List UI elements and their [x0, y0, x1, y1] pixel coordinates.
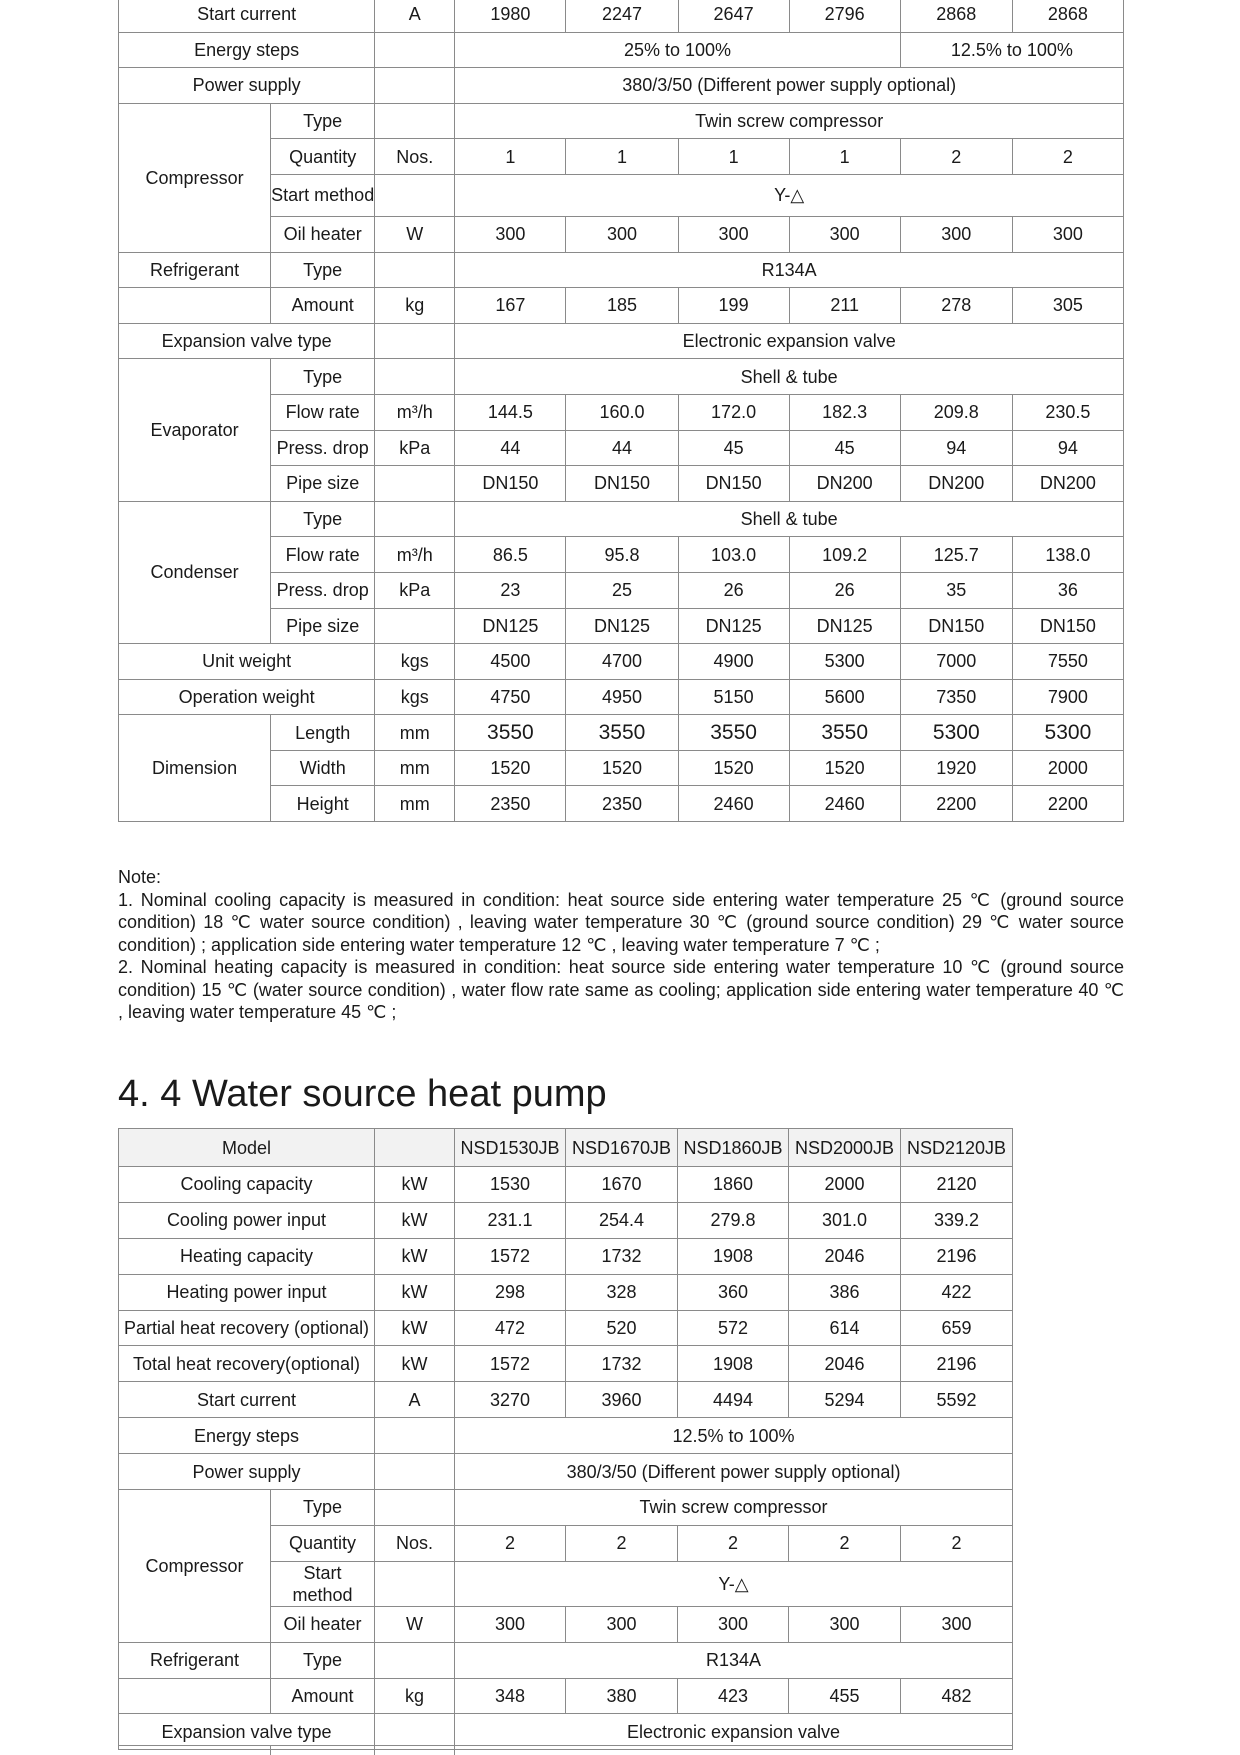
unit-cell — [375, 1418, 455, 1454]
value-cell: 278 — [900, 288, 1012, 324]
value-cell: 300 — [789, 1606, 901, 1642]
value-cell: 300 — [900, 216, 1012, 252]
value-cell: 2460 — [789, 786, 900, 822]
row-label: Partial heat recovery (optional) — [119, 1310, 375, 1346]
value-cell: 572 — [678, 1310, 789, 1346]
value-cell: 35 — [900, 572, 1012, 608]
unit-cell: kW — [375, 1202, 455, 1238]
unit-cell — [375, 68, 455, 104]
value-cell: 2 — [901, 1525, 1013, 1561]
value-cell: 209.8 — [900, 394, 1012, 430]
value-cell: 1572 — [455, 1238, 566, 1274]
value-cell: 5300 — [789, 644, 900, 680]
group-label: Refrigerant — [119, 1642, 271, 1678]
table-row — [119, 288, 1124, 324]
value-cell: 185 — [566, 288, 678, 324]
value-cell: NSD2120JB — [901, 1129, 1013, 1167]
value-cell: DN125 — [678, 608, 789, 644]
table-row — [119, 359, 1124, 395]
value-cell: 2 — [678, 1525, 789, 1561]
value-cell: 305 — [1012, 288, 1123, 324]
spanning-value-cell: Twin screw compressor — [455, 103, 1124, 139]
value-cell: 4900 — [678, 644, 789, 680]
value-cell: 26 — [789, 572, 900, 608]
table-row — [119, 501, 1124, 537]
sub-label: Quantity — [271, 139, 375, 175]
value-cell: 160.0 — [566, 394, 678, 430]
value-cell: 3550 — [455, 715, 566, 751]
value-cell: 1 — [455, 139, 566, 175]
sub-label: Height — [271, 786, 375, 822]
unit-cell: kPa — [375, 572, 455, 608]
sub-label: Type — [271, 1490, 375, 1526]
value-cell: 172.0 — [678, 394, 789, 430]
value-cell: 3550 — [789, 715, 900, 751]
spanning-value-cell: Y-△ — [455, 174, 1124, 216]
unit-cell — [375, 1561, 455, 1606]
sub-label: Type — [271, 359, 375, 395]
unit-cell — [375, 1129, 455, 1167]
sub-label: Pipe size — [271, 608, 375, 644]
value-cell: DN200 — [1012, 466, 1123, 502]
value-cell: 4750 — [455, 679, 566, 715]
value-cell: 300 — [566, 216, 678, 252]
table-row — [119, 1238, 1013, 1274]
table-row — [119, 252, 1124, 288]
notes-title: Note: — [118, 867, 162, 887]
table-row — [119, 715, 1124, 751]
value-cell: 94 — [1012, 430, 1123, 466]
value-cell: 5150 — [678, 679, 789, 715]
value-cell: NSD1860JB — [678, 1129, 789, 1167]
value-cell: 95.8 — [566, 537, 678, 573]
spanning-value-cell: Electronic expansion valve — [455, 323, 1124, 359]
sub-label: Flow rate — [271, 394, 375, 430]
sub-label: Type — [271, 252, 375, 288]
value-cell: 1908 — [678, 1238, 789, 1274]
value-cell: NSD2000JB — [789, 1129, 901, 1167]
unit-cell — [375, 103, 455, 139]
value-cell: 138.0 — [1012, 537, 1123, 573]
sub-label: Press. drop — [271, 430, 375, 466]
sub-label: Press. drop — [271, 572, 375, 608]
spanning-value-cell: R134A — [455, 252, 1124, 288]
value-cell: 301.0 — [789, 1202, 901, 1238]
value-cell: NSD1530JB — [455, 1129, 566, 1167]
table-row — [119, 323, 1124, 359]
sub-label: Oil heater — [271, 1606, 375, 1642]
group-label: Compressor — [119, 1490, 271, 1643]
table-row — [119, 1167, 1013, 1203]
value-cell: 2 — [1012, 139, 1123, 175]
value-cell: 4950 — [566, 679, 678, 715]
spanning-value-cell: R134A — [455, 1642, 1013, 1678]
value-cell: 109.2 — [789, 537, 900, 573]
sub-label: Type — [271, 103, 375, 139]
value-cell: 3960 — [566, 1382, 678, 1418]
unit-cell — [375, 359, 455, 395]
value-cell: 3270 — [455, 1382, 566, 1418]
value-cell: 300 — [678, 216, 789, 252]
sub-label: Type — [271, 1642, 375, 1678]
value-cell: 300 — [789, 216, 900, 252]
value-cell: 4494 — [678, 1382, 789, 1418]
value-cell: 2196 — [901, 1238, 1013, 1274]
sub-label: Type — [271, 501, 375, 537]
unit-cell — [375, 608, 455, 644]
value-cell: 1520 — [678, 750, 789, 786]
water-source-heat-pump-table — [118, 1128, 1013, 1750]
note-item-2: 2. Nominal heating capacity is measured in condition: heat source side entering water temperature 10 ℃ (ground source condition) 15 ℃ (water source condition) , water flow rate same as cooling; application side entering water temperature 40 ℃ , leaving water temperature 45 ℃ ; — [118, 957, 1124, 1022]
value-cell: 1732 — [566, 1238, 678, 1274]
table-row — [119, 0, 1124, 32]
value-cell: 386 — [789, 1274, 901, 1310]
row-label: Start current — [119, 0, 375, 32]
value-cell: DN150 — [566, 466, 678, 502]
sub-label: Width — [271, 750, 375, 786]
spanning-value-cell: 380/3/50 (Different power supply optional) — [455, 1454, 1013, 1490]
value-cell: 36 — [1012, 572, 1123, 608]
value-cell: 1670 — [566, 1167, 678, 1203]
unit-cell — [375, 32, 455, 68]
group-label: Dimension — [119, 715, 271, 822]
row-label: Model — [119, 1129, 375, 1167]
value-cell: 5294 — [789, 1382, 901, 1418]
sub-label: Start method — [271, 1561, 375, 1606]
value-cell: 5300 — [900, 715, 1012, 751]
unit-cell: kg — [375, 1678, 455, 1714]
value-cell: 2460 — [678, 786, 789, 822]
value-cell: 26 — [678, 572, 789, 608]
row-label: Power supply — [119, 1454, 375, 1490]
spanning-value-cell: 12.5% to 100% — [900, 32, 1123, 68]
unit-cell — [375, 174, 455, 216]
spanning-value-cell: 12.5% to 100% — [455, 1418, 1013, 1454]
value-cell: 5300 — [1012, 715, 1123, 751]
value-cell: DN200 — [789, 466, 900, 502]
value-cell: 2647 — [678, 0, 789, 32]
value-cell: 300 — [1012, 216, 1123, 252]
value-cell: 472 — [455, 1310, 566, 1346]
value-cell: DN125 — [566, 608, 678, 644]
value-cell: 2796 — [789, 0, 900, 32]
table-row — [119, 1490, 1013, 1526]
row-label: Expansion valve type — [119, 1714, 375, 1750]
value-cell: 380 — [566, 1678, 678, 1714]
sub-label: Flow rate — [271, 537, 375, 573]
table-row — [119, 1346, 1013, 1382]
unit-cell: kPa — [375, 430, 455, 466]
value-cell: 2 — [900, 139, 1012, 175]
value-cell: 360 — [678, 1274, 789, 1310]
value-cell: 1530 — [455, 1167, 566, 1203]
value-cell: 2 — [566, 1525, 678, 1561]
value-cell: 2 — [789, 1525, 901, 1561]
unit-cell: W — [375, 216, 455, 252]
value-cell: 1860 — [678, 1167, 789, 1203]
value-cell: 23 — [455, 572, 566, 608]
value-cell: 423 — [678, 1678, 789, 1714]
value-cell: 167 — [455, 288, 566, 324]
row-label: Expansion valve type — [119, 323, 375, 359]
value-cell: 5600 — [789, 679, 900, 715]
sub-label: Oil heater — [271, 216, 375, 252]
section-heading: 4. 4 Water source heat pump — [118, 1073, 607, 1115]
row-label: Heating capacity — [119, 1238, 375, 1274]
value-cell: 94 — [900, 430, 1012, 466]
value-cell: 7350 — [900, 679, 1012, 715]
value-cell: 300 — [566, 1606, 678, 1642]
value-cell: 1 — [789, 139, 900, 175]
unit-cell: A — [375, 1382, 455, 1418]
spanning-value-cell: Shell & tube — [455, 359, 1124, 395]
value-cell: DN150 — [1012, 608, 1123, 644]
value-cell: 7000 — [900, 644, 1012, 680]
spanning-value-cell: 380/3/50 (Different power supply optional) — [455, 68, 1124, 104]
unit-cell — [375, 323, 455, 359]
value-cell: 1520 — [566, 750, 678, 786]
value-cell: 2350 — [566, 786, 678, 822]
value-cell: 2 — [455, 1525, 566, 1561]
specs-table-continued — [118, 0, 1124, 822]
value-cell: 2196 — [901, 1346, 1013, 1382]
value-cell: 1520 — [789, 750, 900, 786]
value-cell: 125.7 — [900, 537, 1012, 573]
unit-cell: Nos. — [375, 1525, 455, 1561]
value-cell: 7900 — [1012, 679, 1123, 715]
value-cell: 3550 — [566, 715, 678, 751]
unit-cell: mm — [375, 715, 455, 751]
value-cell: DN200 — [900, 466, 1012, 502]
value-cell: 2200 — [900, 786, 1012, 822]
value-cell: 2868 — [900, 0, 1012, 32]
notes-block — [118, 866, 1124, 1024]
unit-cell: m³/h — [375, 537, 455, 573]
unit-cell — [375, 1454, 455, 1490]
unit-cell: kW — [375, 1274, 455, 1310]
row-label: Energy steps — [119, 1418, 375, 1454]
row-label: Power supply — [119, 68, 375, 104]
value-cell: 520 — [566, 1310, 678, 1346]
group-label — [119, 288, 271, 324]
value-cell: 1 — [566, 139, 678, 175]
row-label: Cooling power input — [119, 1202, 375, 1238]
sub-label: Quantity — [271, 1525, 375, 1561]
row-label: Operation weight — [119, 679, 375, 715]
table-row — [119, 644, 1124, 680]
value-cell: 25 — [566, 572, 678, 608]
value-cell: 2200 — [1012, 786, 1123, 822]
unit-cell — [375, 501, 455, 537]
row-label: Heating power input — [119, 1274, 375, 1310]
value-cell: 1732 — [566, 1346, 678, 1382]
spanning-value-cell: Electronic expansion valve — [455, 1714, 1013, 1750]
group-label — [119, 1678, 271, 1714]
sub-label: Amount — [271, 288, 375, 324]
value-cell: 211 — [789, 288, 900, 324]
unit-cell: Nos. — [375, 139, 455, 175]
value-cell: 2868 — [1012, 0, 1123, 32]
row-label: Unit weight — [119, 644, 375, 680]
value-cell: 1980 — [455, 0, 566, 32]
value-cell: 86.5 — [455, 537, 566, 573]
note-item-1: 1. Nominal cooling capacity is measured in condition: heat source side entering water temperature 25 ℃ (ground source condition) 18 ℃ water source condition) , leaving water temperature 30 ℃ (ground source condition) 29 ℃ water source condition) ; application side entering water temperature 12 ℃ , leaving water temperature 7 ℃ ; — [118, 889, 1124, 955]
table-row — [119, 1418, 1013, 1454]
value-cell: 44 — [455, 430, 566, 466]
value-cell: 339.2 — [901, 1202, 1013, 1238]
value-cell: 1920 — [900, 750, 1012, 786]
unit-cell: mm — [375, 750, 455, 786]
row-label: Cooling capacity — [119, 1167, 375, 1203]
value-cell: 300 — [455, 1606, 566, 1642]
value-cell: 1908 — [678, 1346, 789, 1382]
table-row — [119, 1642, 1013, 1678]
row-label: Total heat recovery(optional) — [119, 1346, 375, 1382]
value-cell: 659 — [901, 1310, 1013, 1346]
value-cell: 328 — [566, 1274, 678, 1310]
value-cell: 103.0 — [678, 537, 789, 573]
value-cell: 7550 — [1012, 644, 1123, 680]
table-row — [119, 1129, 1013, 1167]
value-cell: 614 — [789, 1310, 901, 1346]
table-row — [119, 1202, 1013, 1238]
table-row — [119, 1678, 1013, 1714]
unit-cell: kgs — [375, 679, 455, 715]
value-cell: 230.5 — [1012, 394, 1123, 430]
value-cell: 300 — [901, 1606, 1013, 1642]
value-cell: 144.5 — [455, 394, 566, 430]
value-cell: 182.3 — [789, 394, 900, 430]
value-cell: 2247 — [566, 0, 678, 32]
unit-cell — [375, 1490, 455, 1526]
unit-cell: kg — [375, 288, 455, 324]
value-cell: 2000 — [789, 1167, 901, 1203]
value-cell: 1 — [678, 139, 789, 175]
table-row — [119, 1274, 1013, 1310]
value-cell: 482 — [901, 1678, 1013, 1714]
value-cell: DN150 — [678, 466, 789, 502]
unit-cell: kgs — [375, 644, 455, 680]
value-cell: 254.4 — [566, 1202, 678, 1238]
value-cell: 279.8 — [678, 1202, 789, 1238]
unit-cell: W — [375, 1606, 455, 1642]
value-cell: 2000 — [1012, 750, 1123, 786]
value-cell: 5592 — [901, 1382, 1013, 1418]
spanning-value-cell: Shell & tube — [455, 501, 1124, 537]
value-cell: 2350 — [455, 786, 566, 822]
unit-cell: kW — [375, 1310, 455, 1346]
group-label: Evaporator — [119, 359, 271, 501]
table-row — [119, 1454, 1013, 1490]
group-label: Refrigerant — [119, 252, 271, 288]
value-cell: 45 — [678, 430, 789, 466]
table-row — [119, 68, 1124, 104]
value-cell: 44 — [566, 430, 678, 466]
unit-cell: mm — [375, 786, 455, 822]
value-cell: DN150 — [900, 608, 1012, 644]
table-row — [119, 1310, 1013, 1346]
value-cell: 3550 — [678, 715, 789, 751]
value-cell: 300 — [678, 1606, 789, 1642]
value-cell: 2046 — [789, 1238, 901, 1274]
row-label: Energy steps — [119, 32, 375, 68]
unit-cell: kW — [375, 1346, 455, 1382]
value-cell: 1520 — [455, 750, 566, 786]
sub-label: Length — [271, 715, 375, 751]
value-cell: 1572 — [455, 1346, 566, 1382]
value-cell: 300 — [455, 216, 566, 252]
table-row — [119, 103, 1124, 139]
spanning-value-cell: Twin screw compressor — [455, 1490, 1013, 1526]
unit-cell — [375, 252, 455, 288]
unit-cell: kW — [375, 1167, 455, 1203]
value-cell: 4500 — [455, 644, 566, 680]
value-cell: DN125 — [455, 608, 566, 644]
spanning-value-cell: Y-△ — [455, 1561, 1013, 1606]
spanning-value-cell: 25% to 100% — [455, 32, 900, 68]
unit-cell — [375, 1642, 455, 1678]
unit-cell — [375, 466, 455, 502]
table-row — [119, 679, 1124, 715]
value-cell: 455 — [789, 1678, 901, 1714]
group-label: Compressor — [119, 103, 271, 252]
row-label: Start current — [119, 1382, 375, 1418]
value-cell: 231.1 — [455, 1202, 566, 1238]
unit-cell: A — [375, 0, 455, 32]
value-cell: 348 — [455, 1678, 566, 1714]
value-cell: NSD1670JB — [566, 1129, 678, 1167]
table-row — [119, 1382, 1013, 1418]
value-cell: 298 — [455, 1274, 566, 1310]
value-cell: DN125 — [789, 608, 900, 644]
sub-label: Start method — [271, 174, 375, 216]
unit-cell: m³/h — [375, 394, 455, 430]
value-cell: 45 — [789, 430, 900, 466]
group-label: Condenser — [119, 501, 271, 643]
value-cell: 422 — [901, 1274, 1013, 1310]
value-cell: 4700 — [566, 644, 678, 680]
value-cell: DN150 — [455, 466, 566, 502]
table-row — [119, 32, 1124, 68]
value-cell: 199 — [678, 288, 789, 324]
value-cell: 2046 — [789, 1346, 901, 1382]
sub-label: Pipe size — [271, 466, 375, 502]
value-cell: 2120 — [901, 1167, 1013, 1203]
unit-cell: kW — [375, 1238, 455, 1274]
sub-label: Amount — [271, 1678, 375, 1714]
